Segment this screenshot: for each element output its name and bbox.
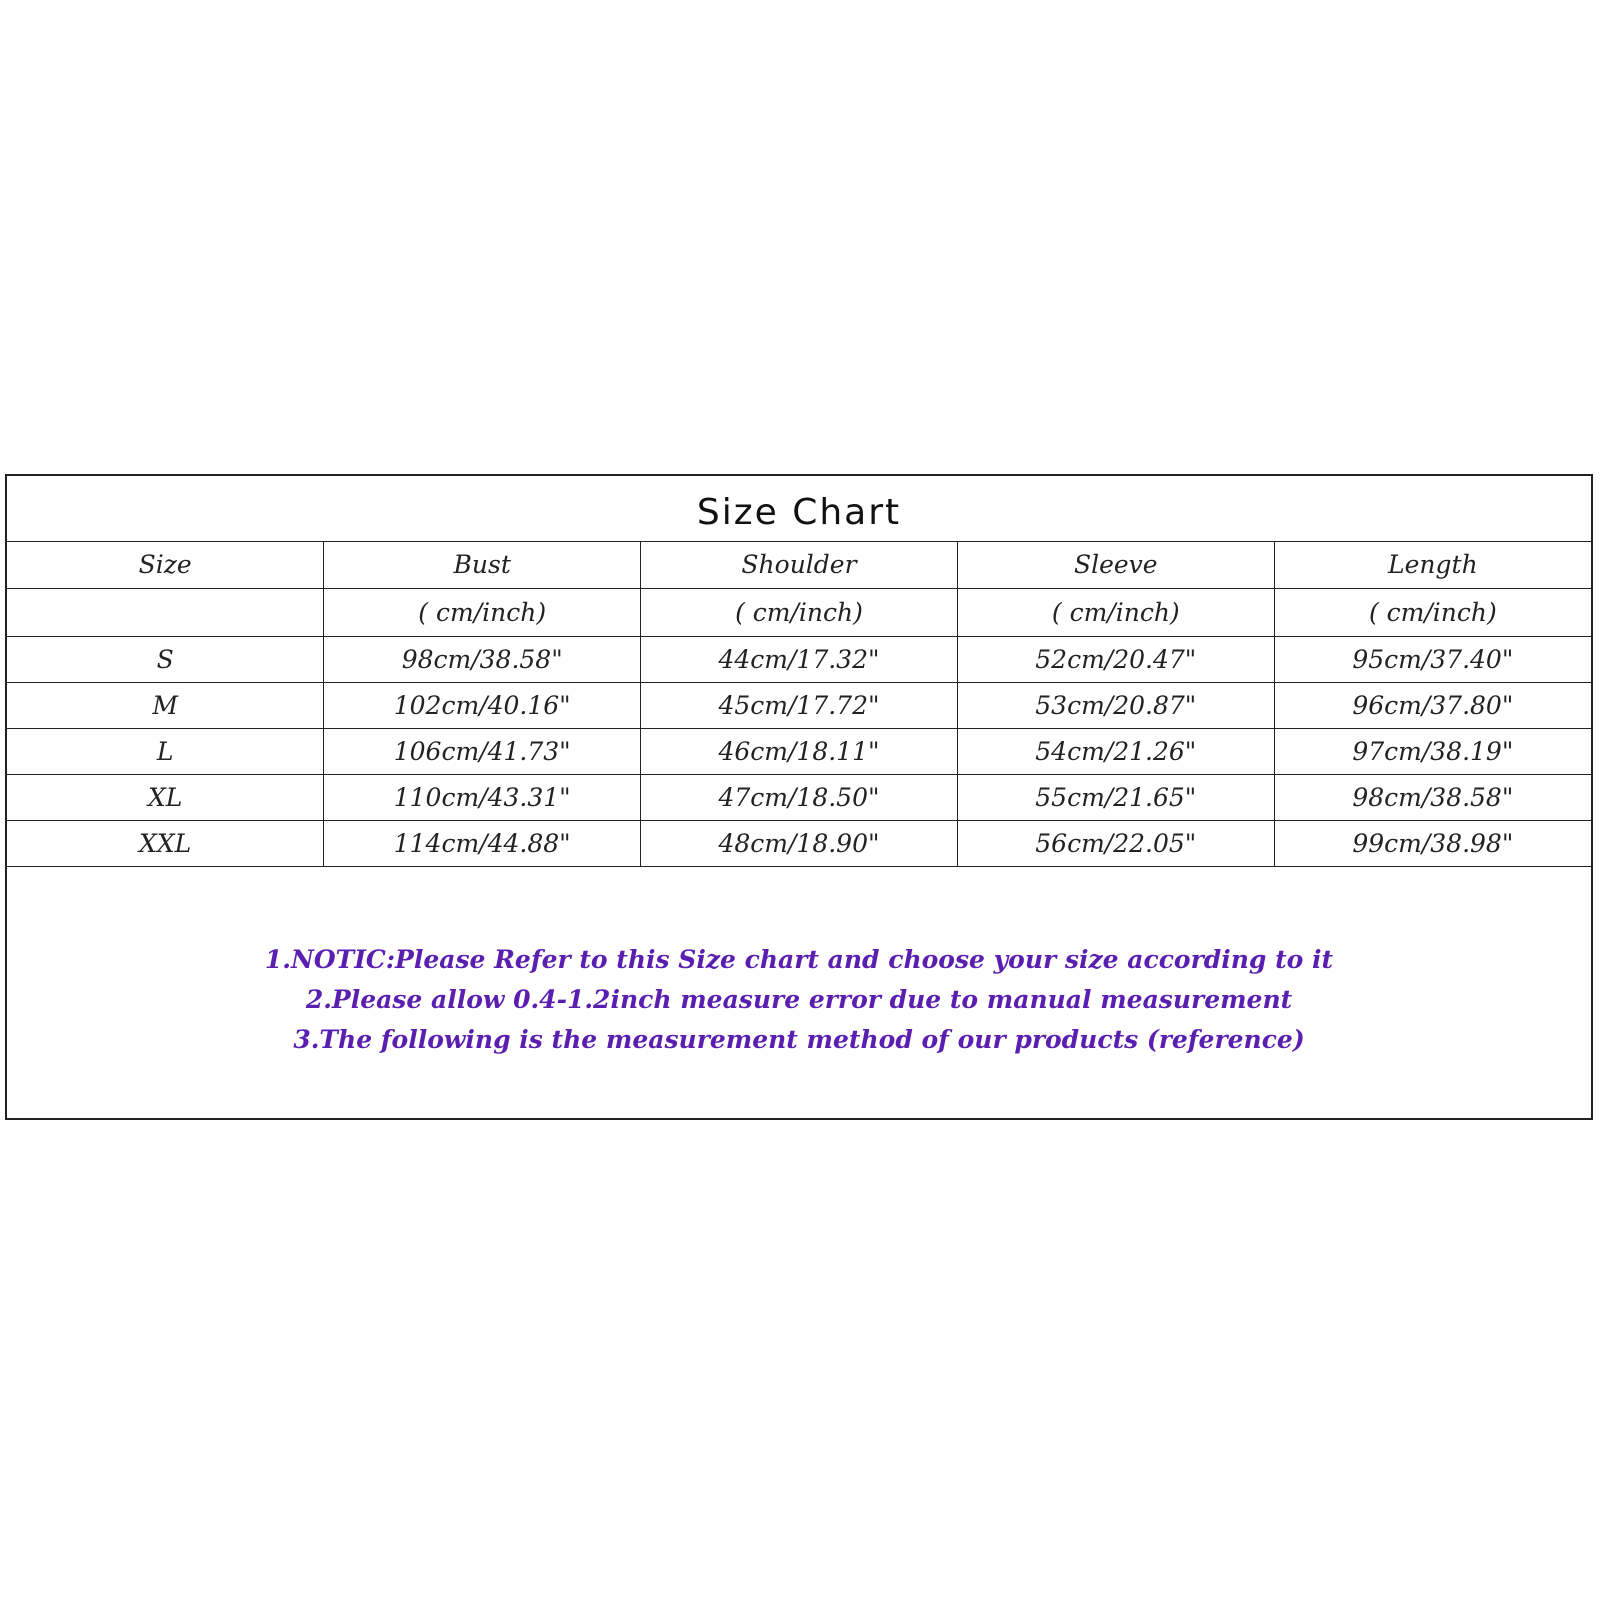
length-cell: 98cm/38.58" xyxy=(1274,774,1591,820)
note-line-2: 2.Please allow 0.4-1.2inch measure error due to manual measurement xyxy=(305,985,1293,1014)
length-cell: 99cm/38.98" xyxy=(1274,820,1591,866)
size-chart xyxy=(5,474,1593,1120)
shoulder-cell: 45cm/17.72" xyxy=(641,682,958,728)
header-sleeve: Sleeve xyxy=(957,542,1274,588)
unit-bust: ( cm/inch) xyxy=(324,588,641,636)
size-cell: M xyxy=(7,682,324,728)
header-bust: Bust xyxy=(324,542,641,588)
length-cell: 96cm/37.80" xyxy=(1274,682,1591,728)
header-shoulder: Shoulder xyxy=(641,542,958,588)
table-row xyxy=(7,774,1591,820)
table-row xyxy=(7,820,1591,866)
unit-row xyxy=(7,588,1591,636)
note-line-1: 1.NOTIC:Please Refer to this Size chart and choose your size according to it xyxy=(264,945,1334,974)
bust-cell: 106cm/41.73" xyxy=(324,728,641,774)
unit-sleeve: ( cm/inch) xyxy=(957,588,1274,636)
shoulder-cell: 48cm/18.90" xyxy=(641,820,958,866)
sleeve-cell: 55cm/21.65" xyxy=(957,774,1274,820)
table-row xyxy=(7,728,1591,774)
notes-block xyxy=(7,940,1591,1060)
length-cell: 97cm/38.19" xyxy=(1274,728,1591,774)
unit-shoulder: ( cm/inch) xyxy=(641,588,958,636)
bust-cell: 98cm/38.58" xyxy=(324,636,641,682)
size-table xyxy=(7,542,1591,867)
size-cell: L xyxy=(7,728,324,774)
unit-size xyxy=(7,588,324,636)
sleeve-cell: 54cm/21.26" xyxy=(957,728,1274,774)
header-length: Length xyxy=(1274,542,1591,588)
length-cell: 95cm/37.40" xyxy=(1274,636,1591,682)
chart-title: Size Chart xyxy=(7,476,1591,542)
unit-length: ( cm/inch) xyxy=(1274,588,1591,636)
table-row xyxy=(7,682,1591,728)
bust-cell: 110cm/43.31" xyxy=(324,774,641,820)
bust-cell: 114cm/44.88" xyxy=(324,820,641,866)
header-row xyxy=(7,542,1591,588)
shoulder-cell: 44cm/17.32" xyxy=(641,636,958,682)
shoulder-cell: 46cm/18.11" xyxy=(641,728,958,774)
table-row xyxy=(7,636,1591,682)
shoulder-cell: 47cm/18.50" xyxy=(641,774,958,820)
bust-cell: 102cm/40.16" xyxy=(324,682,641,728)
size-cell: XL xyxy=(7,774,324,820)
sleeve-cell: 53cm/20.87" xyxy=(957,682,1274,728)
size-cell: XXL xyxy=(7,820,324,866)
size-cell: S xyxy=(7,636,324,682)
header-size: Size xyxy=(7,542,324,588)
sleeve-cell: 52cm/20.47" xyxy=(957,636,1274,682)
sleeve-cell: 56cm/22.05" xyxy=(957,820,1274,866)
note-line-3: 3.The following is the measurement method of our products (reference) xyxy=(293,1025,1305,1054)
